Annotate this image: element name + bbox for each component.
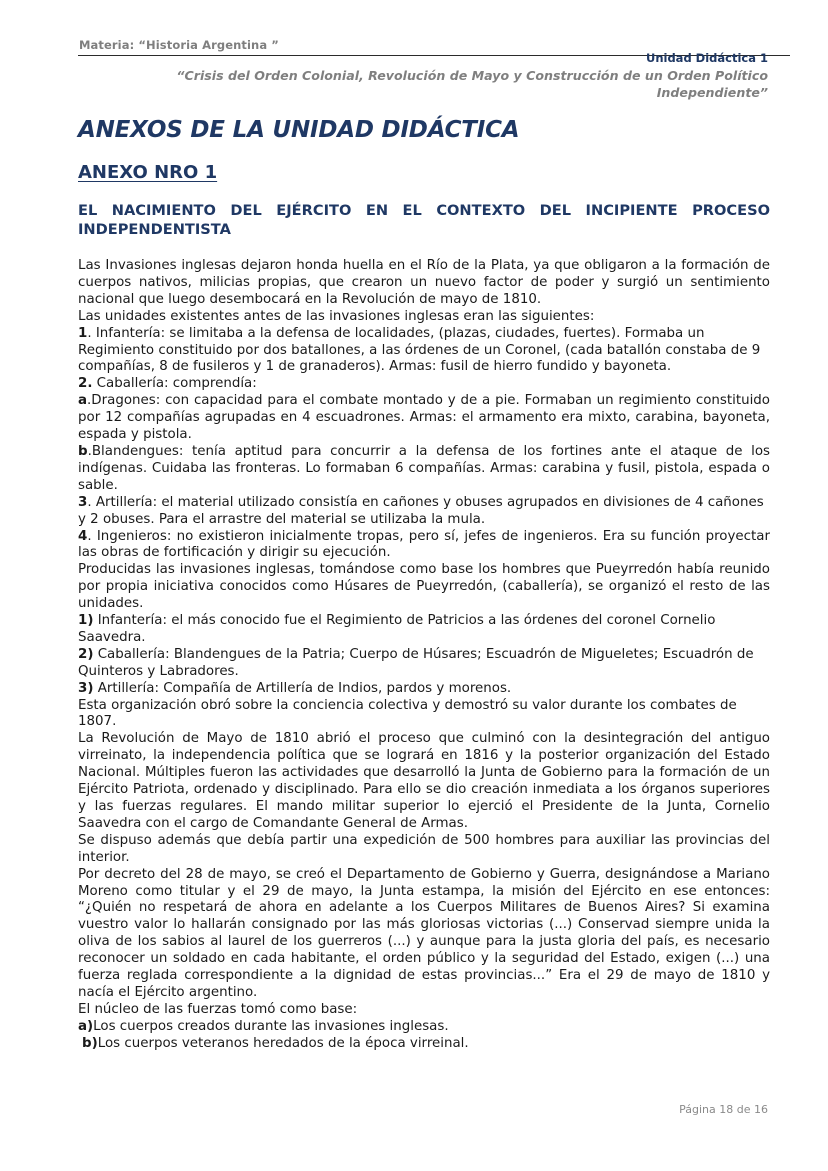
- list-item-nucleus-b: [78, 1036, 770, 1053]
- list-item-after-caballeria: [78, 647, 770, 681]
- list-text: Infantería: el más conocido fue el Regimiento de Patricios a las órdenes del coronel Cornelio Saavedra.: [78, 613, 716, 645]
- list-item-nucleus-a: [78, 1019, 770, 1036]
- paragraph-intro: Las Invasiones inglesas dejaron honda huella en el Río de la Plata, ya que obligaron a la formación de cuerpos nativos, milicias propias, que crearon un nuevo factor de poder y surgió un sentimiento nacional que luego desembocará en la Revolución de mayo de 1810.: [78, 258, 770, 307]
- list-text: Caballería: comprendía:: [92, 376, 257, 392]
- page-title: ANEXOS DE LA UNIDAD DIDÁCTICA: [78, 117, 520, 143]
- list-marker: 2): [78, 646, 94, 662]
- list-item-after-artilleria: [78, 681, 770, 698]
- list-item-infanteria: [78, 326, 770, 377]
- list-marker: a: [78, 393, 88, 409]
- list-item-artilleria: [78, 495, 770, 529]
- list-item-after-infanteria: [78, 613, 770, 647]
- paragraph-decree: Por decreto del 28 de mayo, se creó el Departamento de Gobierno y Guerra, designándose a Mariano Moreno como titular y el 29 de mayo, la Junta estampa, la misión del Ejército en ese entonces: “¿Quién no respetará de ahora en adelante a los Cuerpos Militares de Buenos Aires? Si examina vuestro valor lo hallarán consignado por las más gloriosas victorias (...) Conservad siempre unida la oliva de los sabios al laurel de los guerreros (...) y aunque para la justa gloria del país, es necesario reconocer un soldado en cada habitante, el orden público y la seguridad del Estado, exigen (...) una fuerza reglada correspondiente a la dignidad de estas provincias...” Era el 29 de mayo de 1810 y nacía el Ejército argentino.: [78, 866, 770, 1000]
- list-item-caballeria: [78, 376, 770, 393]
- document-body: [78, 258, 770, 1053]
- list-text: . Infantería: se limitaba a la defensa de localidades, (plazas, ciudades, fuertes). Formaba un Regimiento constituido por dos batallones, a las órdenes de un Coronel, (cada batallón constaba de 9 compañías, 8 de fusileros y 1 de granaderos). Armas: fusil de hierro fundido y bayoneta.: [78, 325, 761, 375]
- list-marker: a): [78, 1018, 94, 1034]
- list-item-ingenieros: [78, 529, 770, 563]
- paragraph-after-invasions: Producidas las invasiones inglesas, tomándose como base los hombres que Pueyrredón había reunido por propia iniciativa conocidos como Húsares de Pueyrredón, (caballería), se organizó el resto de las unidades.: [78, 562, 770, 612]
- header-unit: Unidad Didáctica 1: [645, 51, 768, 65]
- section-heading: EL NACIMIENTO DEL EJÉRCITO EN EL CONTEXTO DEL INCIPIENTE PROCESO INDEPENDENTISTA: [78, 202, 770, 238]
- list-marker: b): [82, 1035, 98, 1051]
- list-marker: 3: [78, 494, 88, 510]
- list-text: .Blandengues: tenía aptitud para concurrir a la defensa de los fortines ante el ataque de los indígenas. Cuidaba las fronteras. Lo formaban 6 compañías. Armas: carabina y fusil, pistola, espada o sable.: [78, 443, 770, 493]
- paragraph-expedition: Se dispuso además que debía partir una expedición de 500 hombres para auxiliar las provincias del interior.: [78, 832, 770, 865]
- header-unit-title: “Crisis del Orden Colonial, Revolución de Mayo y Construcción de un Orden Político Independiente”: [176, 68, 768, 100]
- list-marker: 1: [78, 325, 88, 341]
- paragraph-revolution: La Revolución de Mayo de 1810 abrió el proceso que culminó con la desintegración del antiguo virreinato, la independencia política que se logrará en 1816 y la posterior organización del Estado Nacional. Múltiples fueron las actividades que desarrolló la Junta de Gobierno para la formación de un Ejército Patriota, ordenado y disciplinado. Para ello se dio creación inmediata a los órganos superiores y las fuerzas regulares. El mando militar superior lo ejerció el Presidente de la Junta, Cornelio Saavedra con el cargo de Comandante General de Armas.: [78, 731, 770, 831]
- paragraph-units-intro: Las unidades existentes antes de las invasiones inglesas eran las siguientes:: [78, 308, 595, 324]
- list-text: .Dragones: con capacidad para el combate montado y de a pie. Formaban un regimiento constituido por 12 compañías agrupadas en 4 escuadrones. Armas: el armamento era mixto, carabina, bayoneta, espada y pistola.: [78, 393, 770, 443]
- list-text: Los cuerpos creados durante las invasiones inglesas.: [93, 1018, 449, 1034]
- list-text: Los cuerpos veteranos heredados de la época virreinal.: [97, 1035, 469, 1051]
- list-item-blandengues: [78, 444, 770, 495]
- list-marker: 3): [78, 680, 94, 696]
- list-marker: 1): [78, 613, 94, 629]
- list-text: . Artillería: el material utilizado consistía en cañones y obuses agrupados en divisiones de 4 cañones y 2 obuses. Para el arrastre del material se utilizaba la mula.: [78, 494, 764, 527]
- paragraph-nucleus-intro: El núcleo de las fuerzas tomó como base:: [78, 1001, 358, 1017]
- header-subject: Materia: “Historia Argentina ”: [79, 38, 279, 52]
- list-marker: 2.: [78, 376, 93, 392]
- list-marker: b: [78, 443, 88, 459]
- list-text: . Ingenieros: no existieron inicialmente tropas, pero sí, jefes de ingenieros. Era su función proyectar las obras de fortificación y dirigir su ejecución.: [78, 528, 770, 561]
- list-item-dragones: [78, 393, 770, 444]
- page-number: Página 18 de 16: [679, 1103, 768, 1116]
- list-marker: 4: [78, 528, 88, 544]
- list-text: Caballería: Blandengues de la Patria; Cuerpo de Húsares; Escuadrón de Migueletes; Escuadrón de Quinteros y Labradores.: [78, 646, 754, 679]
- annex-heading: ANEXO NRO 1: [78, 162, 218, 183]
- list-text: Artillería: Compañía de Artillería de Indios, pardos y morenos.: [93, 680, 512, 696]
- paragraph-organization: Esta organización obró sobre la conciencia colectiva y demostró su valor durante los combates de 1807.: [78, 697, 737, 730]
